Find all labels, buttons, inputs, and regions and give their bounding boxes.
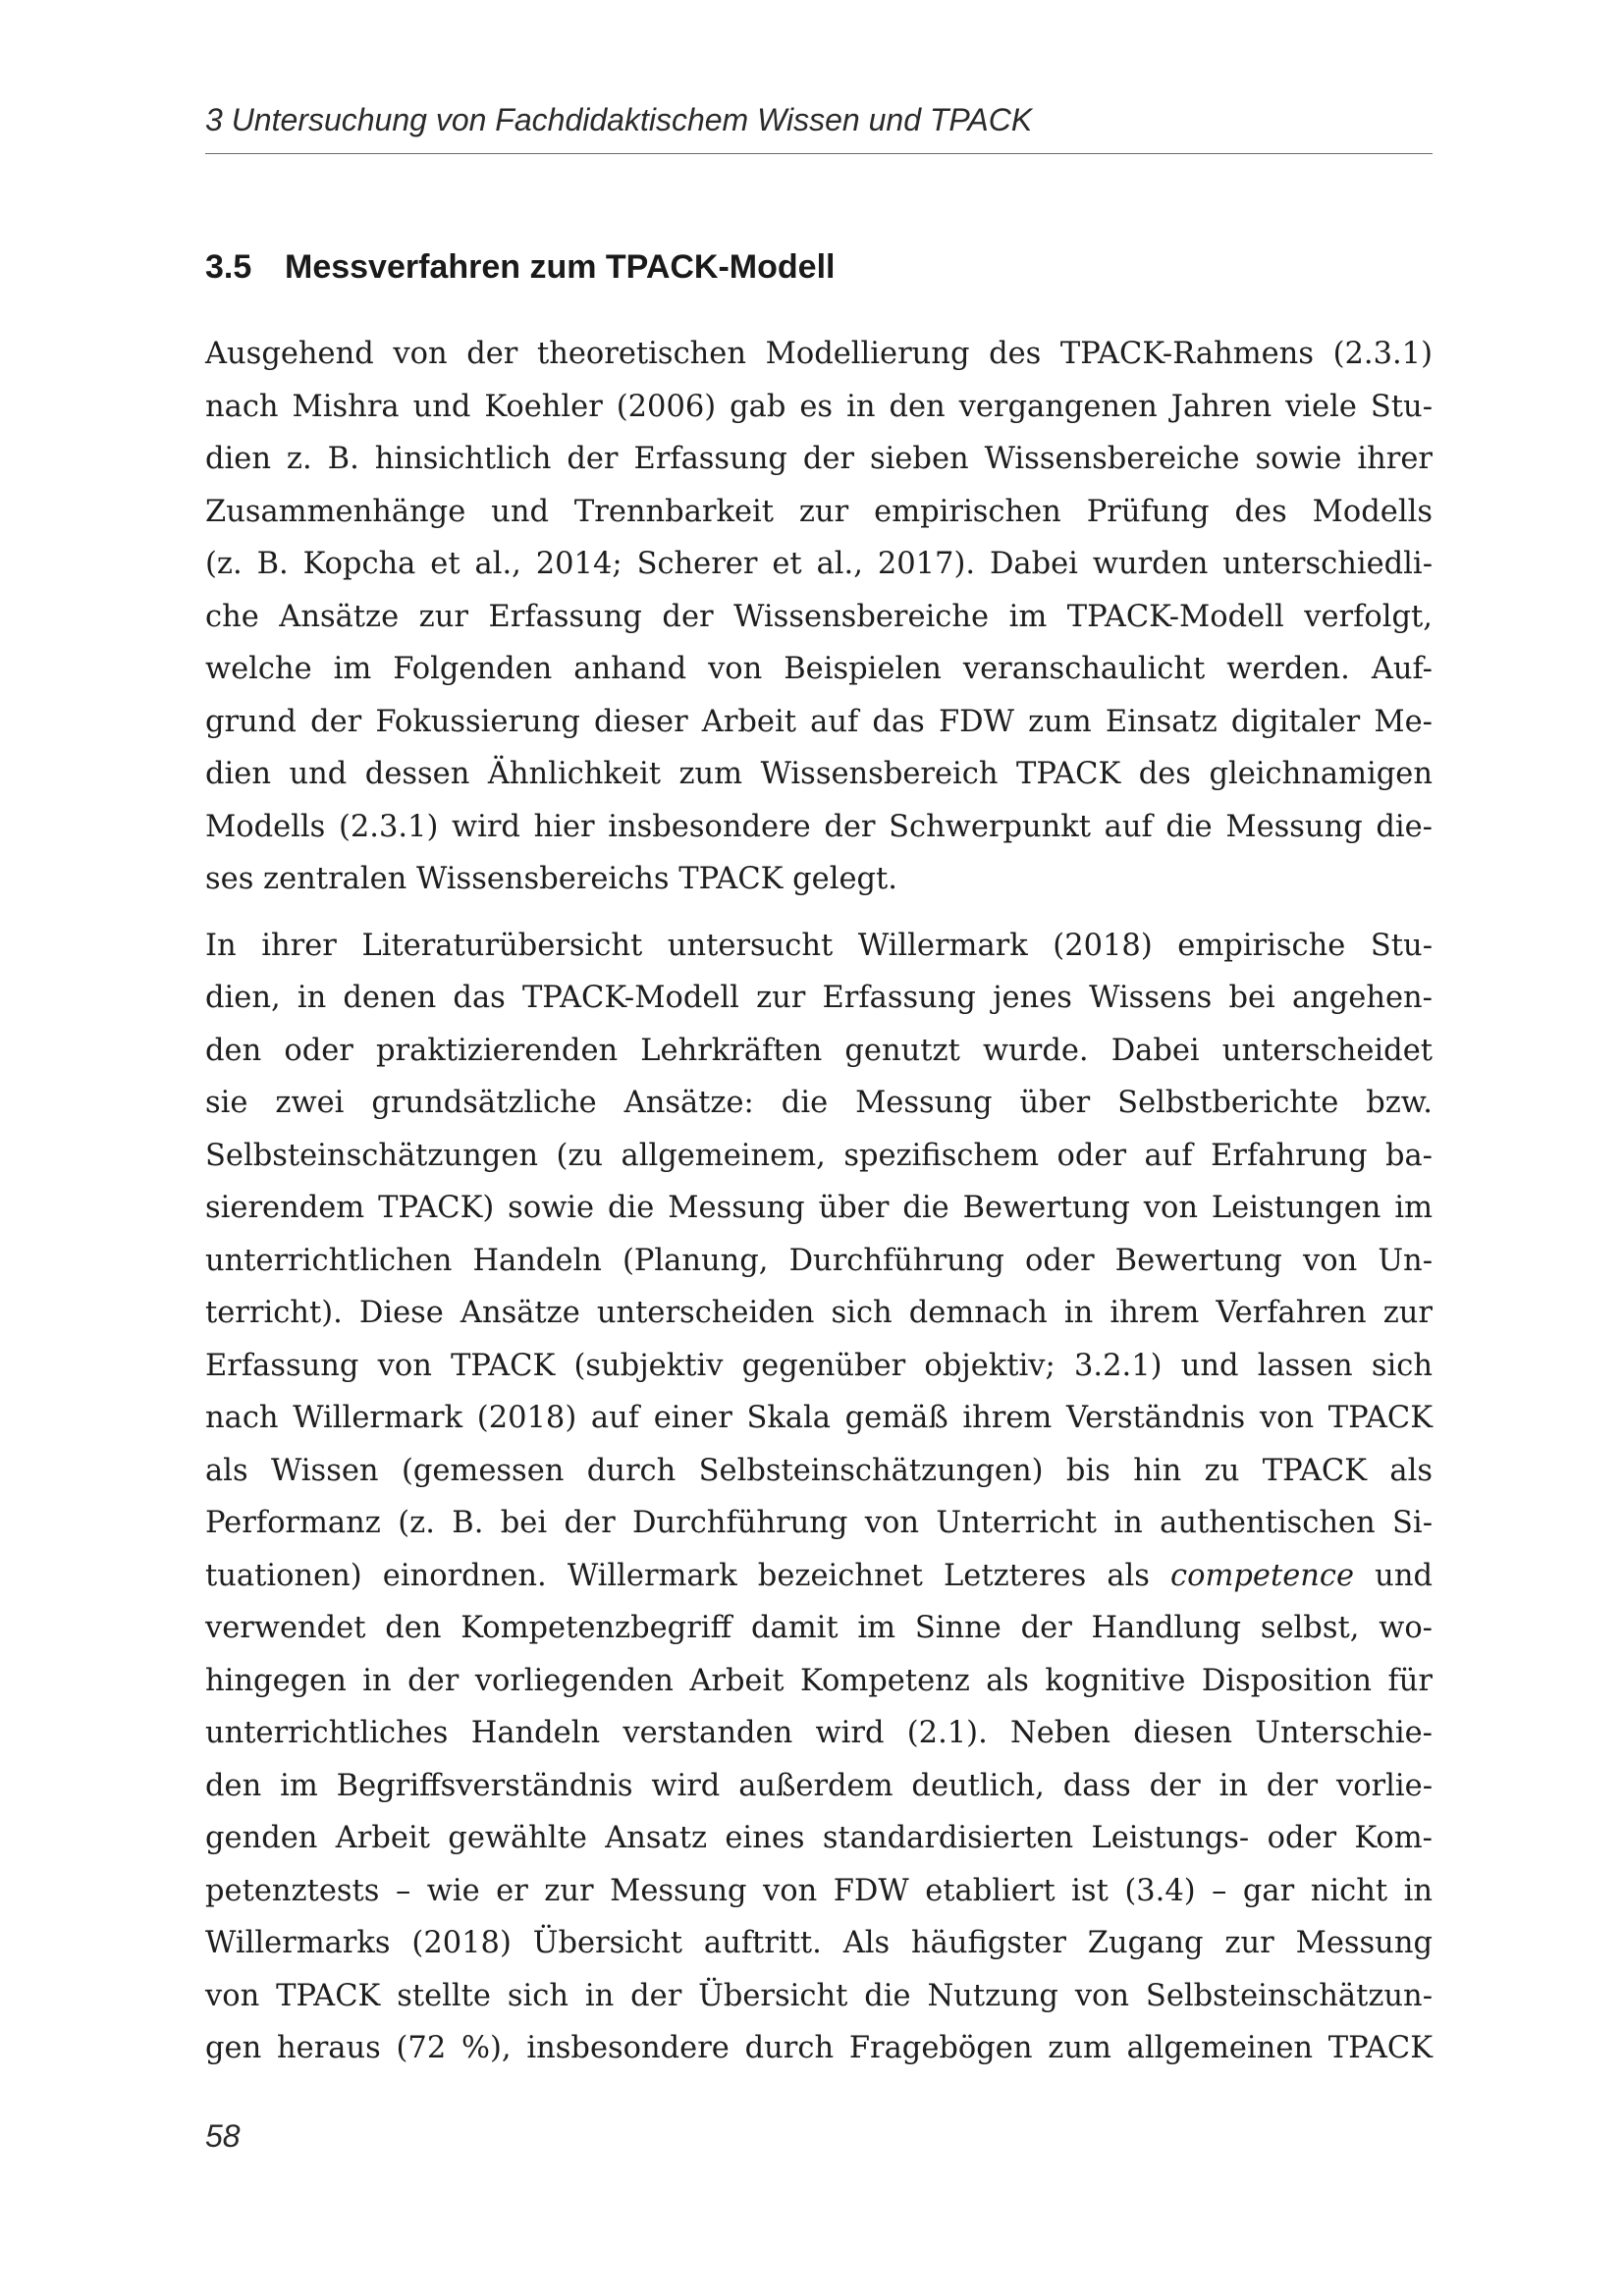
text-line: petenztests – wie er zur Messung von FDW etabliert ist (3.4) – gar nicht in	[205, 1873, 1433, 1908]
text-line: genden Arbeit gewählte Ansatz eines standardisierten Leistungs- oder Kom-	[205, 1821, 1433, 1855]
paragraph-2	[205, 920, 1433, 2075]
text-line: che Ansätze zur Erfassung der Wissensbereiche im TPACK-Modell verfolgt,	[205, 599, 1433, 634]
text-line-with-italic	[205, 1550, 1433, 1603]
section-title: Messverfahren zum TPACK-Modell	[285, 248, 836, 286]
header-rule	[205, 153, 1433, 154]
text-line: (z. B. Kopcha et al., 2014; Scherer et al., 2017). Dabei wurden unterschiedli-	[205, 547, 1433, 581]
text-line: In ihrer Literaturübersicht untersucht Willermark (2018) empirische Stu-	[205, 928, 1433, 963]
text-line: sie zwei grundsätzliche Ansätze: die Messung über Selbstberichte bzw.	[205, 1086, 1433, 1120]
text-line: welche im Folgenden anhand von Beispielen veranschaulicht werden. Auf-	[205, 652, 1433, 686]
emphasis-competence: competence	[1170, 1558, 1355, 1593]
text-line: gen heraus (72 %), insbesondere durch Fragebögen zum allgemeinen TPACK	[205, 2031, 1433, 2065]
paragraph-gap	[205, 906, 1433, 920]
text-line: dien und dessen Ähnlichkeit zum Wissensbereich TPACK des gleichnamigen	[205, 757, 1433, 791]
text-line: Modells (2.3.1) wird hier insbesondere der Schwerpunkt auf die Messung die-	[205, 809, 1433, 844]
text-line: unterrichtlichen Handeln (Planung, Durchführung oder Bewertung von Un-	[205, 1243, 1433, 1278]
text-line: Erfassung von TPACK (subjektiv gegenüber objektiv; 3.2.1) und lassen sich	[205, 1348, 1433, 1383]
paragraph-1	[205, 328, 1433, 906]
text-line: von TPACK stellte sich in der Übersicht die Nutzung von Selbsteinschätzun-	[205, 1978, 1433, 2013]
text-line: nach Mishra und Koehler (2006) gab es in den vergangenen Jahren viele Stu-	[205, 389, 1433, 424]
text-line: Zusammenhänge und Trennbarkeit zur empirischen Prüfung des Modells	[205, 494, 1433, 529]
text-line: den im Begriffsverständnis wird außerdem deutlich, dass der in der vorlie-	[205, 1768, 1433, 1803]
running-header: 3 Untersuchung von Fachdidaktischem Wissen und TPACK	[205, 102, 1033, 137]
text-line: dien, in denen das TPACK-Modell zur Erfassung jenes Wissens bei angehen-	[205, 981, 1433, 1015]
text-line: dien z. B. hinsichtlich der Erfassung der sieben Wissensbereiche sowie ihrer	[205, 442, 1433, 476]
text-line: Ausgehend von der theoretischen Modellierung des TPACK-Rahmens (2.3.1)	[205, 337, 1433, 371]
section-heading	[205, 243, 835, 291]
page-number: 58	[205, 2118, 241, 2154]
text-line: nach Willermark (2018) auf einer Skala gemäß ihrem Verständnis von TPACK	[205, 1401, 1433, 1435]
text-line: Willermarks (2018) Übersicht auftritt. Als häufigster Zugang zur Messung	[205, 1926, 1433, 1960]
text-run: und	[1354, 1558, 1433, 1593]
text-line: als Wissen (gemessen durch Selbsteinschätzungen) bis hin zu TPACK als	[205, 1453, 1433, 1488]
text-line: Selbsteinschätzungen (zu allgemeinem, spezifischem oder auf Erfahrung ba-	[205, 1138, 1433, 1173]
text-line: terricht). Diese Ansätze unterscheiden sich demnach in ihrem Verfahren zur	[205, 1296, 1433, 1330]
text-line: sierendem TPACK) sowie die Messung über die Bewertung von Leistungen im	[205, 1191, 1433, 1225]
text-line: unterrichtliches Handeln verstanden wird (2.1). Neben diesen Unterschie-	[205, 1716, 1433, 1750]
text-line: verwendet den Kompetenzbegriff damit im Sinne der Handlung selbst, wo-	[205, 1611, 1433, 1645]
text-line: grund der Fokussierung dieser Arbeit auf das FDW zum Einsatz digitaler Me-	[205, 704, 1433, 739]
text-line: ses zentralen Wissensbereichs TPACK gelegt.	[205, 862, 897, 896]
text-run: tuationen) einordnen. Willermark bezeichnet Letzteres als	[205, 1558, 1171, 1593]
section-number: 3.5	[205, 248, 252, 286]
text-line: Performanz (z. B. bei der Durchführung von Unterricht in authentischen Si-	[205, 1506, 1433, 1540]
body-text	[205, 328, 1433, 2075]
text-line: hingegen in der vorliegenden Arbeit Kompetenz als kognitive Disposition für	[205, 1663, 1433, 1698]
text-line: den oder praktizierenden Lehrkräften genutzt wurde. Dabei unterscheidet	[205, 1033, 1433, 1068]
